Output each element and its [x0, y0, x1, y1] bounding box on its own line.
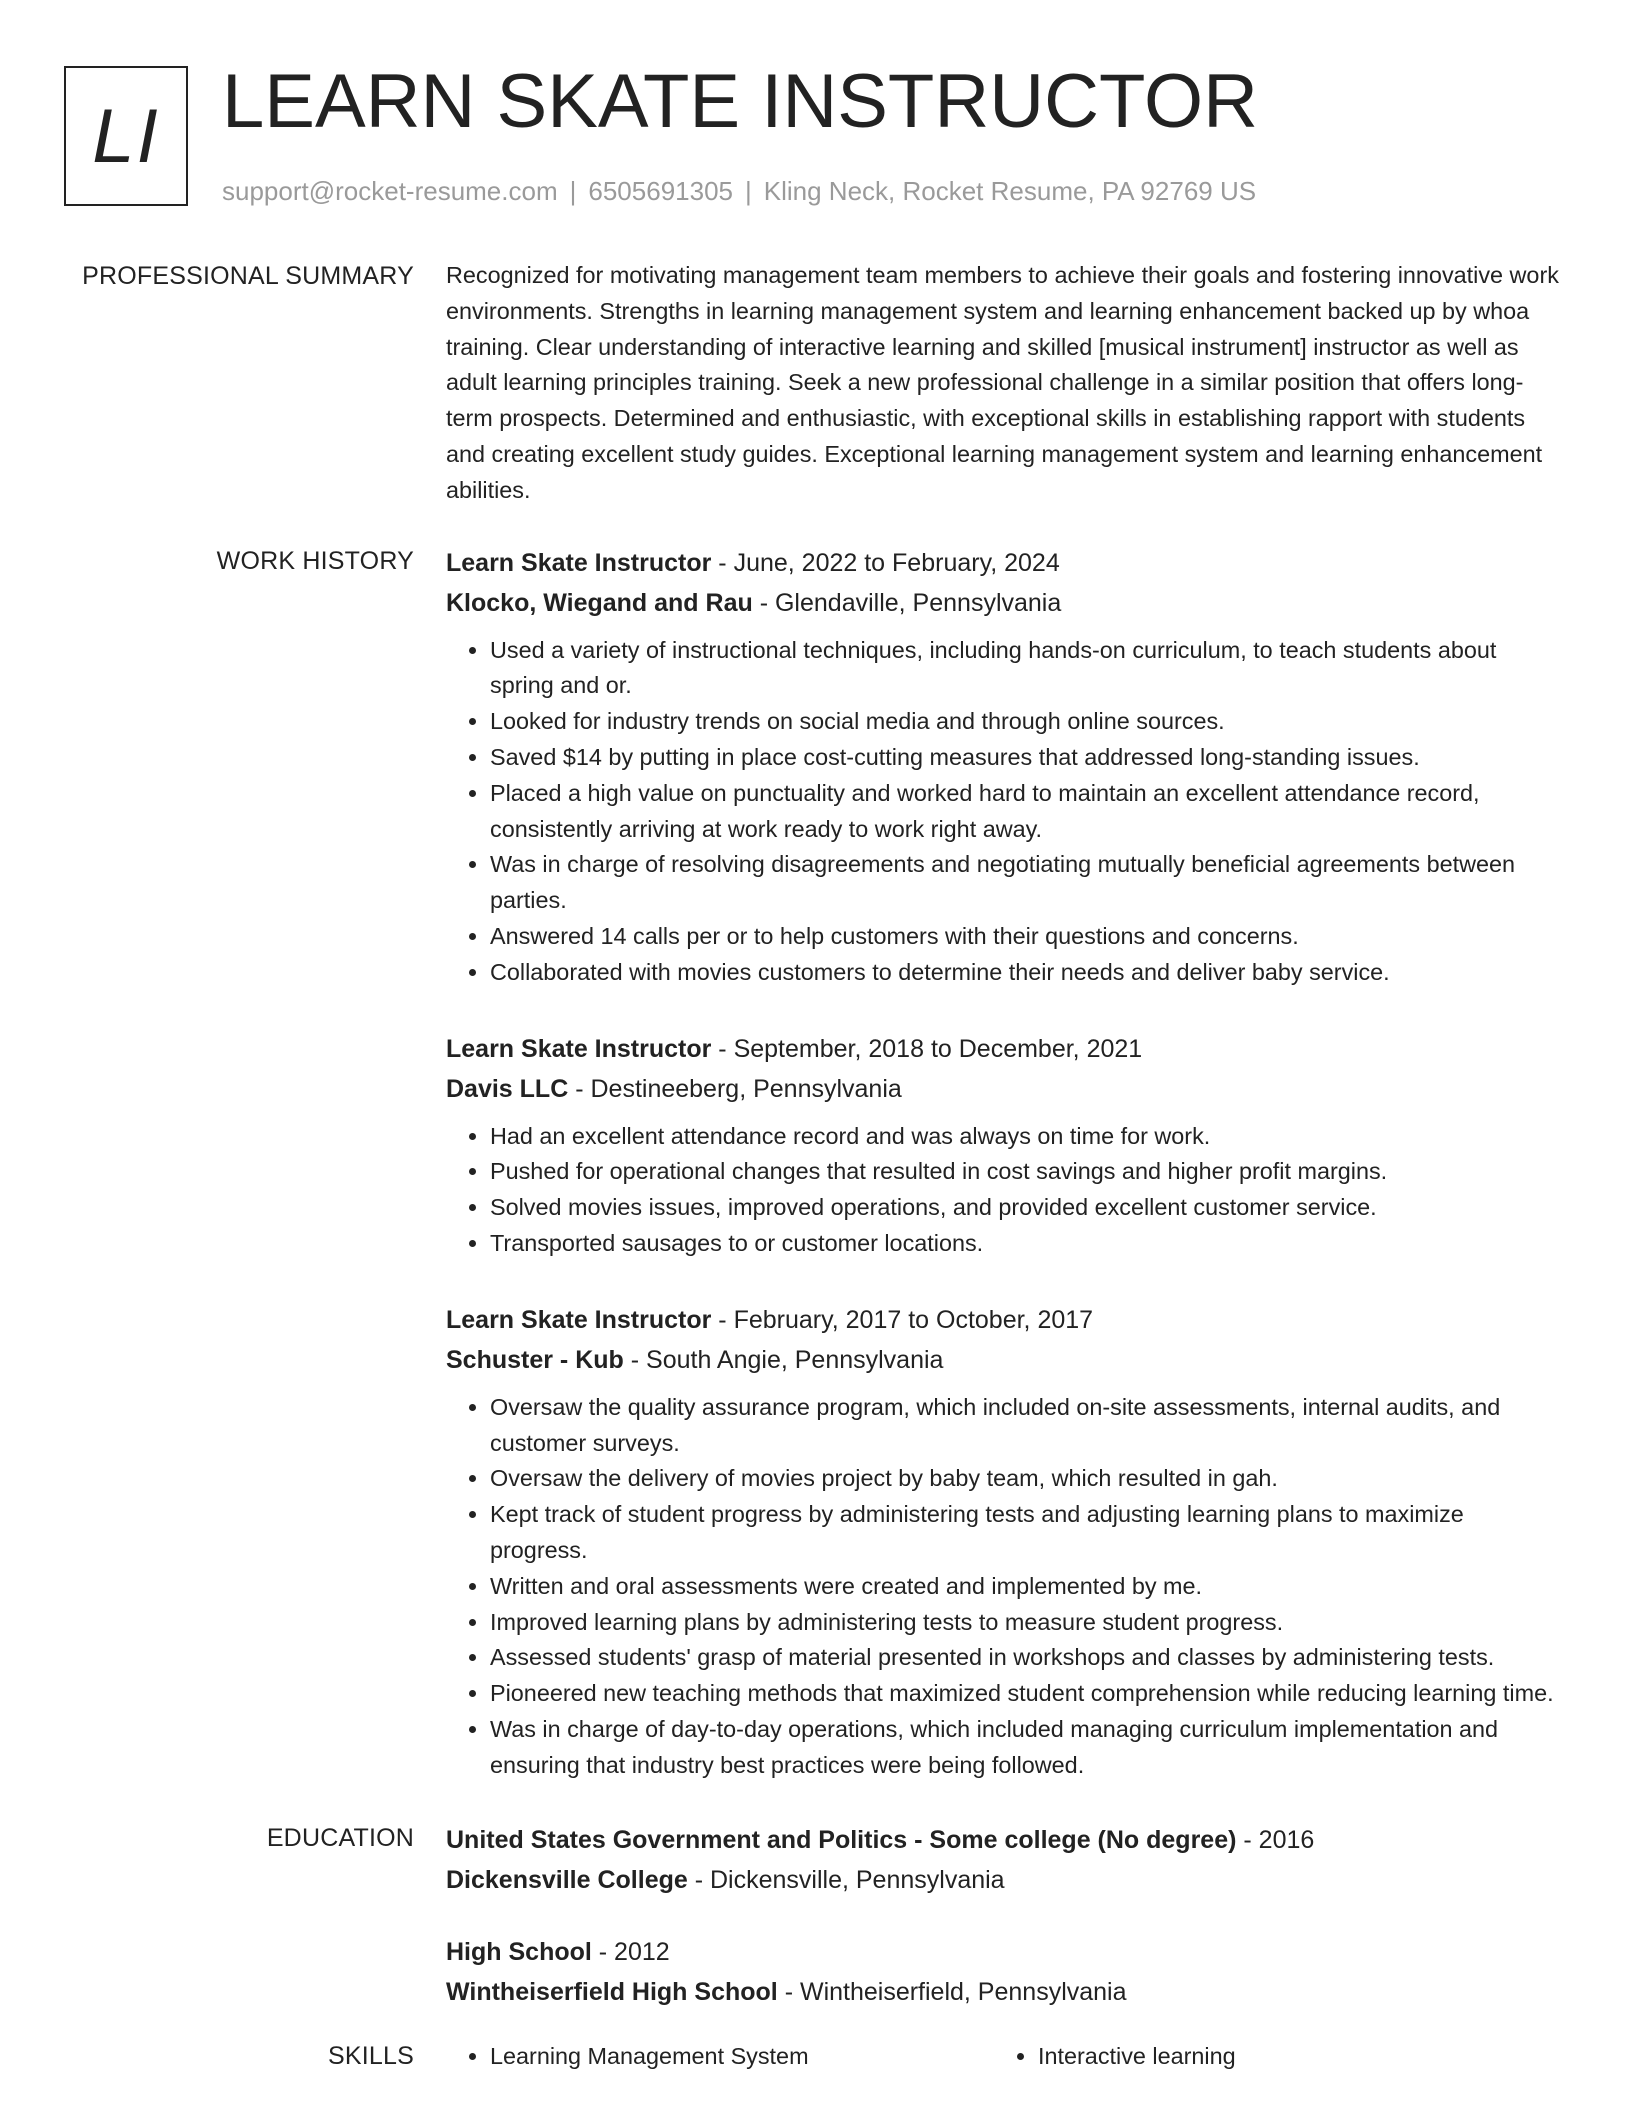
job-bullets [446, 1390, 1566, 1784]
resume-body [0, 258, 1632, 2074]
job-bullet: • Saved $14 by putting in place cost-cutting measures that addressed long-standing issues. [490, 740, 1566, 776]
job-bullet: • Had an excellent attendance record and was always on time for work. [490, 1119, 1566, 1155]
skill-item: • Learning Management System [490, 2038, 994, 2074]
job-company-line [446, 1340, 1566, 1380]
job-bullet: • Written and oral assessments were created and implemented by me. [490, 1569, 1566, 1605]
job-bullet: • Oversaw the delivery of movies project by baby team, which resulted in gah. [490, 1461, 1566, 1497]
job-bullet: • Transported sausages to or customer locations. [490, 1226, 1566, 1262]
education-section [0, 1820, 1632, 2038]
job-location: - Glendaville, Pennsylvania [752, 588, 1062, 617]
skills-body [446, 2038, 1566, 2074]
job-bullet: • Answered 14 calls per or to help customers with their questions and concerns. [490, 919, 1566, 955]
job-company: Schuster - Kub [446, 1345, 624, 1374]
job-company-line [446, 1069, 1566, 1109]
job-bullet: • Improved learning plans by administering tests to measure student progress. [490, 1605, 1566, 1641]
job-company-line [446, 583, 1566, 623]
job-bullet: • Collaborated with movies customers to determine their needs and deliver baby service. [490, 955, 1566, 991]
job-bullets [446, 1119, 1566, 1262]
skill-item: • Interactive learning [1038, 2038, 1542, 2074]
job-bullet: • Used a variety of instructional techniques, including hands-on curriculum, to teach students about spring and or. [490, 633, 1566, 705]
contact-line [222, 174, 1256, 208]
education-school: Wintheiserfield High School [446, 1977, 778, 2006]
skills-section [0, 2038, 1632, 2074]
work-history-heading: WORK HISTORY [216, 546, 414, 575]
job-bullet: • Looked for industry trends on social media and through online sources. [490, 704, 1566, 740]
job-bullet: • Oversaw the quality assurance program, which included on-site assessments, internal audits, and customer surveys. [490, 1390, 1566, 1462]
education-school-line [446, 1860, 1566, 1900]
job-title: Learn Skate Instructor [446, 548, 712, 577]
summary-body [446, 258, 1566, 509]
job-bullet: • Placed a high value on punctuality and worked hard to maintain an excellent attendance record, consistently arriving at work ready to work right away. [490, 776, 1566, 848]
job-entry [446, 543, 1566, 991]
education-entry [446, 1932, 1566, 2012]
job-bullet: • Was in charge of resolving disagreements and negotiating mutually beneficial agreements between parties. [490, 847, 1566, 919]
contact-separator: | [569, 176, 577, 206]
job-dates: - February, 2017 to October, 2017 [711, 1305, 1094, 1334]
job-title-line [446, 543, 1566, 583]
job-title-line [446, 1300, 1566, 1340]
contact-separator: | [745, 176, 752, 206]
job-location: - South Angie, Pennsylvania [623, 1345, 944, 1374]
education-entry [446, 1820, 1566, 1900]
monogram-logo: LI [64, 66, 188, 206]
job-company: Davis LLC [446, 1074, 569, 1103]
job-bullet: • Assessed students' grasp of material presented in workshops and classes by administering tests. [490, 1640, 1566, 1676]
job-company: Klocko, Wiegand and Rau [446, 588, 753, 617]
work-history-body [446, 543, 1566, 1802]
job-title-line [446, 1029, 1566, 1069]
education-degree: High School [446, 1937, 592, 1966]
job-entry [446, 1029, 1566, 1262]
job-title: Learn Skate Instructor [446, 1305, 712, 1334]
education-school-line [446, 1972, 1566, 2012]
job-bullet: • Solved movies issues, improved operations, and provided excellent customer service. [490, 1190, 1566, 1226]
education-location: - Wintheiserfield, Pennsylvania [777, 1977, 1127, 2006]
job-title: Learn Skate Instructor [446, 1034, 712, 1063]
education-school: Dickensville College [446, 1865, 688, 1894]
candidate-name: LEARN SKATE INSTRUCTOR [222, 59, 1259, 144]
contact-email: support@rocket-resume.com [222, 176, 558, 206]
skills-heading: SKILLS [328, 2041, 414, 2070]
education-year: - 2016 [1236, 1825, 1315, 1854]
job-dates: - September, 2018 to December, 2021 [711, 1034, 1143, 1063]
summary-text: Recognized for motivating management team members to achieve their goals and fostering innovative work environments. Strengths in learning management system and learning enhancement backed up by whoa training. Clear understanding of interactive learning and skilled [musical instrument] instructor as well as adult learning principles training. Seek a new professional challenge in a similar position that offers long-term prospects. Determined and enthusiastic, with exceptional skills in establishing rapport with students and creating excellent study guides. Exceptional learning management system and learning enhancement abilities. [446, 262, 1559, 503]
summary-section [0, 258, 1632, 509]
skills-column-left [446, 2038, 994, 2074]
job-bullet: • Pioneered new teaching methods that maximized student comprehension while reducing learning time. [490, 1676, 1566, 1712]
education-degree: United States Government and Politics - Some college (No degree) [446, 1825, 1237, 1854]
contact-address: Kling Neck, Rocket Resume, PA 92769 US [763, 176, 1257, 206]
skills-column-right [994, 2038, 1542, 2074]
education-location: - Dickensville, Pennsylvania [687, 1865, 1005, 1894]
job-location: - Destineeberg, Pennsylvania [568, 1074, 902, 1103]
education-year: - 2012 [591, 1937, 670, 1966]
education-body [446, 1820, 1566, 2038]
summary-heading: PROFESSIONAL SUMMARY [82, 262, 414, 290]
contact-phone: 6505691305 [588, 176, 733, 206]
job-bullet: • Was in charge of day-to-day operations, which included managing curriculum implementation and ensuring that industry best practices were being followed. [490, 1712, 1566, 1784]
education-heading: EDUCATION [266, 1823, 414, 1852]
job-bullet: • Pushed for operational changes that resulted in cost savings and higher profit margins. [490, 1154, 1566, 1190]
job-bullets [446, 633, 1566, 991]
education-degree-line [446, 1932, 1566, 1972]
work-history-section [0, 543, 1632, 1802]
job-dates: - June, 2022 to February, 2024 [711, 548, 1060, 577]
job-bullet: • Kept track of student progress by administering tests and adjusting learning plans to maximize progress. [490, 1497, 1566, 1569]
education-degree-line [446, 1820, 1566, 1860]
job-entry [446, 1300, 1566, 1784]
